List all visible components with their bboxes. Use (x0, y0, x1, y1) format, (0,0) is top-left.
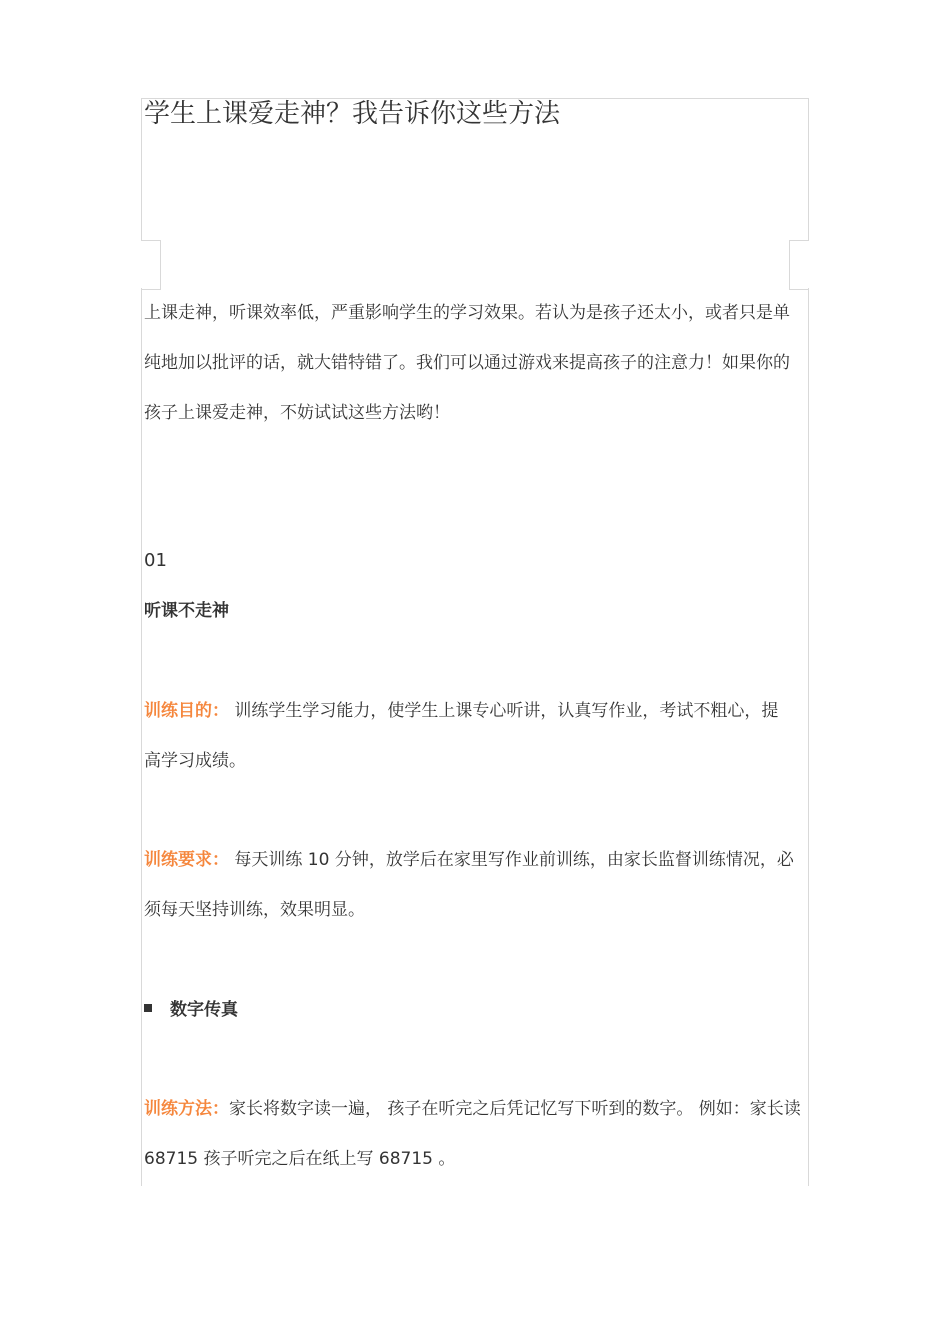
frame-right-tab (789, 240, 809, 290)
requirement-paragraph (144, 835, 794, 935)
intro-paragraph: 上课走神，听课效率低，严重影响学生的学习效果。若认为是孩子还太小，或者只是单纯地加以批评的话，就大错特错了。我们可以通过游戏来提高孩子的注意力！如果你的孩子上课爱走神，不妨试试这些方法哟！ (144, 303, 790, 423)
purpose-paragraph (144, 686, 794, 786)
requirement-text: 每天训练 10 分钟，放学后在家里写作业前训练，由家长监督训练情况，必须每天坚持训练，效果明显。 (144, 850, 794, 920)
frame-right-border-lower (808, 288, 809, 1186)
method-text: 家长将数字读一遍， 孩子在听完之后凭记忆写下听到的数字。 例如：家长读 68715 孩子听完之后在纸上写 68715 。 (144, 1099, 801, 1169)
article-title: 学生上课爱走神？我告诉你这些方法 (144, 99, 561, 129)
game-heading (144, 995, 238, 1025)
game-title: 数字传真 (170, 1000, 238, 1020)
requirement-label: 训练要求： (144, 850, 229, 870)
frame-right-border (808, 98, 809, 240)
method-paragraph (144, 1084, 804, 1184)
frame-left-border-lower (141, 288, 142, 1186)
section-title: 听课不走神 (144, 601, 229, 621)
section-number: 01 (144, 550, 167, 571)
purpose-label: 训练目的： (144, 701, 229, 721)
method-label: 训练方法： (144, 1099, 229, 1119)
purpose-text: 训练学生学习能力，使学生上课专心听讲，认真写作业，考试不粗心，提高学习成绩。 (144, 701, 779, 771)
frame-left-border (141, 98, 142, 240)
frame-left-tab (141, 240, 161, 290)
square-bullet-icon (144, 1004, 152, 1012)
